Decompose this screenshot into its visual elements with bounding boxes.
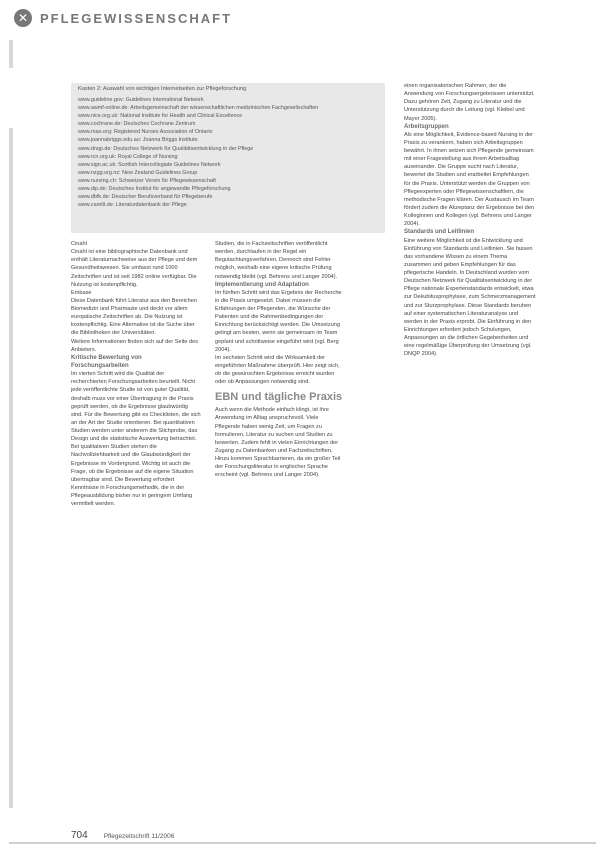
body-paragraph: Diese Datenbank führt Literatur aus den Bereichen Biomedizin und Pharmazie und deckt vor allem europäische Zeitschriften ab. Die Nutzung ist kostenpflichtig. Eine Alternative ist die Suche über die Bibliotheken der Universitäten. [71, 297, 197, 337]
bottom-rule [9, 842, 596, 844]
text-column-right [404, 82, 536, 822]
body-paragraph: Als eine Möglichkeit, Evidence-based Nursing in der Praxis zu verankern, haben sich Arbeitsgruppen bewährt. In ihnen setzen sich Pflegende gemeinsam mit einer Fragestellung aus ihrem Arbeitsalltag auseinander. Die Gruppe sucht nach Literatur, bewertet die Studien und erarbeitet Empfehlungen für die Praxis. Unterstützt werden die Gruppen von Pflegeexperten oder Pflegewissenschaftlern, die methodische Fragen klären. Der Austausch im Team fördert zudem die Akzeptanz der Ergebnisse bei den Kolleginnen und Kollegen (vgl. Behrens und Langer 2004). [404, 131, 534, 228]
box-list-item: www.joannabriggs.edu.au: Joanna Briggs Institute [78, 137, 198, 144]
box-list-item: www.nursing.ch: Schweizer Verein für Pflegewissenschaft [78, 177, 216, 184]
left-margin-rule [9, 128, 13, 808]
body-paragraph: Cinahl [71, 241, 87, 247]
box-list-item: www.cochrane.de: Deutsches Cochrane Zentrum [78, 121, 196, 128]
box-list-item: www.dbfk.de: Deutscher Berufsverband für Pflegeberufe [78, 194, 213, 201]
box-list-item: www.sign.ac.uk: Scottish Intercollegiate Guidelines Network [78, 161, 221, 168]
section-title: PFLEGEWISSENSCHAFT [40, 10, 233, 26]
subheading: Implementierung und Adaptation [215, 281, 309, 288]
box-list-item: www.rcn.org.uk: Royal College of Nursing [78, 153, 178, 160]
text-column-middle [215, 240, 345, 822]
subheading: EBN und tägliche Praxis [215, 391, 343, 404]
subheading: Kritische Bewertung von Forschungsarbeiten [71, 354, 142, 369]
box-list-item: www.guideline.gov: Guidelines International Network [78, 97, 204, 103]
box-list-item: www.rnao.org: Registered Nurses Association of Ontario [78, 129, 213, 136]
body-paragraph: Eine weitere Möglichkeit ist die Entwicklung und Einführung von Standards und Leitlinien. Sie fassen das vorhandene Wissen zu einem Thema zusammen und geben Empfehlungen für das pflegerische Handeln. In Deutschland wurden vom Deutschen Netzwerk für Qualitätsentwicklung in der Pflege nationale Expertenstandards entwickelt, etwa zur Dekubitusprophylaxe, zum Schmerzmanagement und zur Sturzprophylaxe. Diese Standards beruhen auf einer systematischen Literaturanalyse und werden in der Praxis erprobt. Die Einführung in den Einrichtungen erfordert jedoch Schulungen, Anpassungen an die örtlichen Gegebenheiten und eine regelmäßige Überprüfung der Umsetzung (vgl. DNQP 2004). [404, 237, 536, 358]
page-number: 704 [71, 830, 88, 841]
body-paragraph: einen organisatorischen Rahmen, der die Anwendung von Forschungsergebnissen unterstützt. Dazu gehören Zeit, Zugang zu Literatur und die Unterstützung durch die Leitung (vgl. Kleibel und Mayer 2005). [404, 83, 535, 122]
info-box [71, 83, 385, 233]
box-title: Kasten 2: Auswahl von wichtigen Internetseiten zur Pflegeforschung [78, 86, 247, 92]
box-list-item: www.carelit.de: Literaturdatenbank der Pflege [78, 202, 187, 209]
body-paragraph: Studien, die in Fachzeitschriften veröffentlicht werden, durchlaufen in der Regel ein Begutachtungsverfahren. Dennoch sind Fehler möglich, weshalb eine eigene kritische Prüfung notwendig bleibt (vgl. Behrens und Langer 2004). [215, 241, 338, 280]
box-list-item: www.awmf-online.de: Arbeitsgemeinschaft der wissenschaftlichen medizinischen Fachgesellschaften [78, 105, 319, 112]
subheading: Standards und Leitlinien [404, 229, 475, 236]
body-paragraph: Embase [71, 289, 92, 296]
page-footer [71, 830, 174, 841]
text-column-left [71, 240, 201, 822]
body-paragraph: Auch wenn die Methode einfach klingt, ist ihre Anwendung im Alltag anspruchsvoll. Viele Pflegende haben wenig Zeit, um Fragen zu formulieren, Literatur zu suchen und Studien zu bewerten. Zudem fehlt in vielen Einrichtungen der Zugang zu Datenbanken und Fachzeitschriften. Hinzu kommen Sprachbarrieren, da ein großer Teil der Forschungsliteratur in englischer Sprache erscheint (vgl. Behrens und Langer 2004). [215, 407, 341, 479]
page-header [14, 8, 232, 28]
publication-info: Pflegezeitschrift 11/2006 [103, 833, 175, 840]
subheading: Arbeitsgruppen [404, 123, 449, 130]
body-paragraph: Im sechsten Schritt wird die Wirksamkeit der eingeführten Maßnahme überprüft. Hier zeigt sich, ob die gewünschten Ergebnisse erreicht wurden oder ob Anpassungen notwendig sind. [215, 354, 340, 386]
body-paragraph: Cinahl ist eine bibliographische Datenbank und enthält Literaturnachweise aus der Pflege und dem Gesundheitswesen. Sie umfasst rund 1000 Zeitschriften und ist seit 1982 online verfügbar. Die Nutzung ist kostenpflichtig. [71, 249, 198, 288]
body-paragraph: Im fünften Schritt wird das Ergebnis der Recherche in die Praxis umgesetzt. Dabei müssen die Erfahrungen der Pflegenden, die Wünsche der Patienten und die Rahmenbedingungen der Einrichtung berücksichtigt werden. Die Umsetzung gelingt am besten, wenn sie gemeinsam im Team geplant und schrittweise eingeführt wird (vgl. Berg 2004). [215, 289, 342, 353]
body-paragraph: Weitere Informationen finden sich auf der Seite des Anbieters. [71, 338, 199, 353]
journal-logo-icon: ✕ [14, 9, 32, 27]
left-margin-rule [9, 40, 13, 68]
box-list-item: www.dip.de: Deutsches Institut für angewandte Pflegeforschung [78, 186, 231, 193]
box-list-item: www.dnqp.de: Deutsches Netzwerk für Qualitätsentwicklung in der Pflege [78, 145, 254, 152]
box-list [78, 96, 318, 209]
box-list-item: www.nice.org.uk: National Institute for Health and Clinical Excellence [78, 113, 243, 120]
body-paragraph: Im vierten Schritt wird die Qualität der recherchierten Forschungsarbeiten beurteilt. Nicht jede veröffentlichte Studie ist von guter Qualität, deshalb muss vor einer Übertragung in die Praxis geprüft werden, ob die Ergebnisse glaubwürdig sind. Für die Bewertung gibt es Checklisten, die sich an der Art der Studie orientieren. Bei quantitativen Studien werden unter anderem die Stichprobe, das Design und die statistische Auswertung betrachtet. Bei qualitativen Studien stehen die Nachvollziehbarkeit und die Glaubwürdigkeit der Ergebnisse im Vordergrund. Wichtig ist auch die Frage, ob die Ergebnisse auf die eigene Situation übertragbar sind. Die Bewertung erfordert Kenntnisse in Forschungsmethodik, die in der Pflegeausbildung bisher nur in geringem Umfang vermittelt werden. [71, 371, 201, 508]
box-list-item: www.nzgg.org.nz: New Zealand Guidelines Group [78, 169, 198, 176]
